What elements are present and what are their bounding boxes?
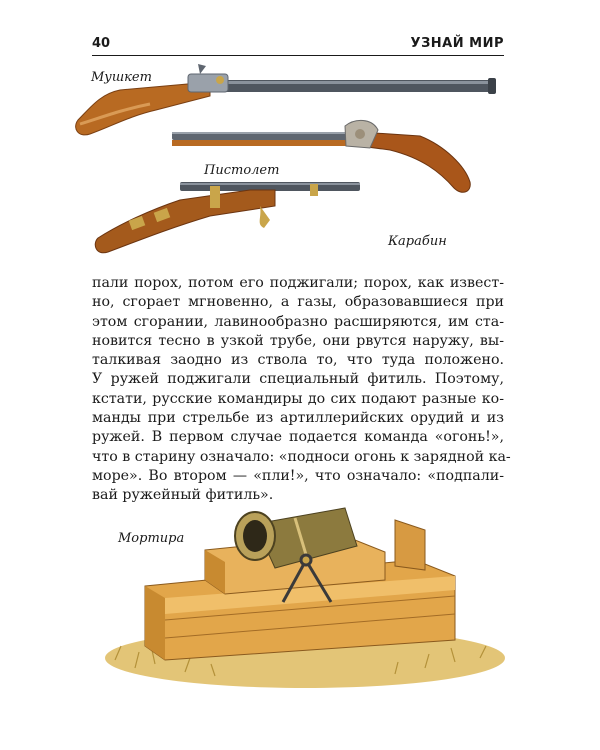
- running-head: УЗНАЙ МИР: [410, 36, 504, 51]
- text-line: что в старину означало: «подноси огонь к зарядной ка-: [92, 448, 511, 465]
- text-line: этом сгорании, лавинообразно расширяются, им ста-: [92, 313, 504, 330]
- text-line: талкивая заодно из ствола то, что туда положено.: [92, 352, 504, 369]
- body-paragraph: [92, 274, 511, 506]
- text-line: У ружей поджигали специальный фитиль. Поэтому,: [92, 371, 504, 388]
- pistol-image: [172, 120, 470, 192]
- mortar-illustration: [95, 490, 515, 690]
- text-line: манды при стрельбе из артиллерийских орудий и из: [92, 410, 504, 427]
- caption-mortar: Мортира: [118, 531, 185, 546]
- page-header: [92, 36, 504, 56]
- text-line: ружей. В первом случае подается команда «огонь!»,: [92, 429, 504, 446]
- text-line: новится тесно в узкой трубе, они рвутся наружу, вы-: [92, 332, 504, 349]
- page-number: 40: [92, 36, 111, 51]
- text-line: море». Во втором — «пли!», что означало: «подпали-: [92, 467, 504, 484]
- header-rule: [92, 55, 504, 56]
- text-line: пали порох, потом его поджигали; порох, как извест-: [92, 275, 504, 291]
- text-line: кстати, русские командиры до сих подают разные ко-: [92, 390, 504, 407]
- caption-carbine: Карабин: [388, 234, 447, 249]
- text-line: но, сгорает мгновенно, а газы, образовавшиеся при: [92, 294, 504, 311]
- caption-pistol: Пистолет: [204, 163, 280, 178]
- carbine-image: [95, 182, 360, 253]
- text-line: вай ружейный фитиль».: [92, 487, 274, 504]
- firearms-illustration: [60, 60, 520, 270]
- caption-musket: Мушкет: [91, 70, 152, 85]
